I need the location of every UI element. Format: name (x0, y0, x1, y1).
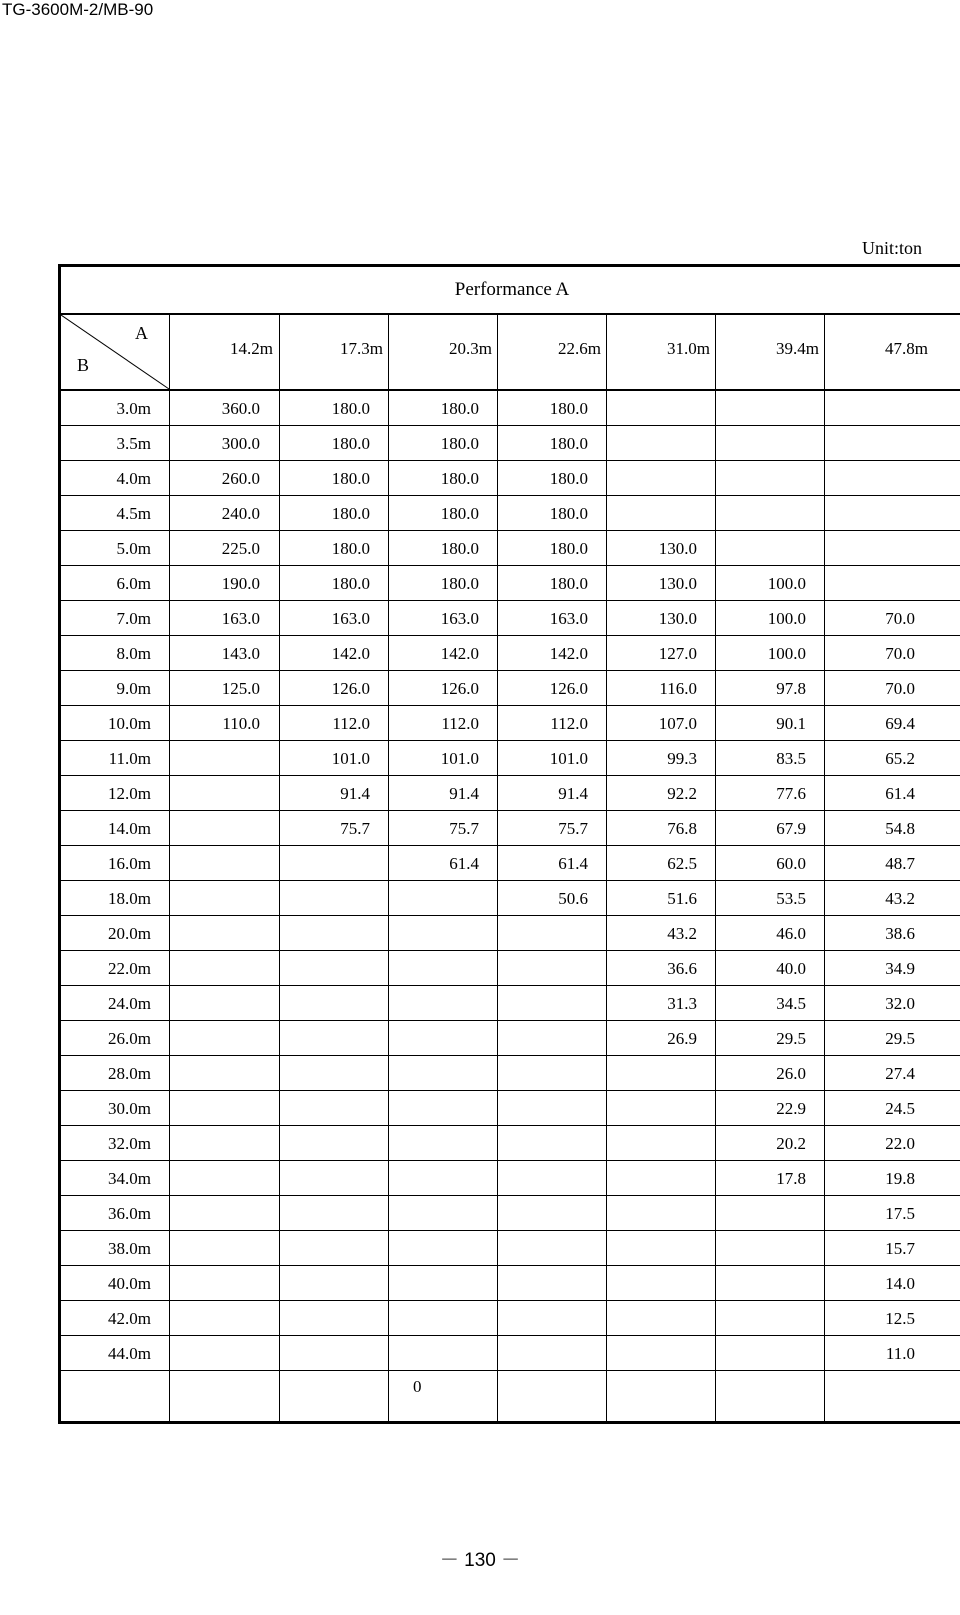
row-label: 5.0m (116, 539, 151, 558)
table-cell: 14.0 (885, 1274, 915, 1293)
table-cell: 24.5 (885, 1099, 915, 1118)
table-cell: 126.0 (440, 679, 479, 698)
column-header: 39.4m (776, 339, 819, 358)
row-label: 24.0m (108, 994, 151, 1013)
table-cell: 91.4 (558, 784, 588, 803)
row-label: 12.0m (108, 784, 151, 803)
table-row (61, 1091, 960, 1126)
table-cell: 142.0 (549, 644, 588, 663)
table-cell: 180.0 (440, 399, 479, 418)
row-label: 44.0m (108, 1344, 151, 1363)
row-label: 28.0m (108, 1064, 151, 1083)
table-cell: 300.0 (221, 434, 260, 453)
row-label: 6.0m (116, 574, 151, 593)
table-cell: 130.0 (658, 539, 697, 558)
table-cell: 180.0 (440, 574, 479, 593)
table-row (61, 1021, 960, 1056)
column-header: 31.0m (667, 339, 710, 358)
table-cell: 17.5 (885, 1204, 915, 1223)
table-cell: 11.0 (885, 1344, 915, 1363)
table-cell: 190.0 (221, 574, 260, 593)
table-row (61, 706, 960, 741)
row-label: 16.0m (108, 854, 151, 873)
table-cell: 34.9 (885, 959, 915, 978)
table-cell: 29.5 (776, 1029, 806, 1048)
table-cell: 180.0 (549, 399, 588, 418)
table-cell: 107.0 (658, 714, 697, 733)
table-cell: 97.8 (776, 679, 806, 698)
row-label: 4.5m (116, 504, 151, 523)
table-row (61, 461, 960, 496)
table-cell: 75.7 (558, 819, 588, 838)
table-cell: 65.2 (885, 749, 915, 768)
table-cell: 116.0 (659, 679, 697, 698)
column-header: 14.2m (230, 339, 273, 358)
table-cell: 38.6 (885, 924, 915, 943)
corner-label-a: A (135, 323, 148, 343)
table-cell: 76.8 (667, 819, 697, 838)
table-cell: 22.0 (885, 1134, 915, 1153)
table-cell: 92.2 (667, 784, 697, 803)
table-cell: 225.0 (221, 539, 260, 558)
table-cell: 101.0 (549, 749, 588, 768)
table-row (61, 916, 960, 951)
table-cell: 163.0 (221, 609, 260, 628)
table-row (61, 951, 960, 986)
table-cell: 180.0 (440, 469, 479, 488)
table-cell: 100.0 (767, 644, 806, 663)
table-cell: 61.4 (449, 854, 479, 873)
table-cell: 36.6 (667, 959, 697, 978)
table-cell: 43.2 (885, 889, 915, 908)
table-header-row (61, 315, 960, 391)
table-cell: 43.2 (667, 924, 697, 943)
table-cell: 32.0 (885, 994, 915, 1013)
table-cell: 180.0 (549, 574, 588, 593)
table-row (61, 1266, 960, 1301)
table-cell: 91.4 (449, 784, 479, 803)
document-header: TG-3600M-2/MB-90 (2, 0, 154, 19)
table-cell: 180.0 (331, 574, 370, 593)
table-row (61, 811, 960, 846)
table-cell: 26.0 (776, 1064, 806, 1083)
table-cell: 60.0 (776, 854, 806, 873)
table-cell: 75.7 (340, 819, 370, 838)
table-cell: 26.9 (667, 1029, 697, 1048)
table-cell: 240.0 (221, 504, 260, 523)
table-cell: 142.0 (440, 644, 479, 663)
row-label: 3.5m (116, 434, 151, 453)
table-cell: 29.5 (885, 1029, 915, 1048)
table-cell: 62.5 (667, 854, 697, 873)
table-row (61, 1301, 960, 1336)
table-cell: 40.0 (776, 959, 806, 978)
table-cell: 130.0 (658, 574, 697, 593)
table-cell: 48.7 (885, 854, 915, 873)
table-cell: 70.0 (885, 679, 915, 698)
table-cell: 99.3 (667, 749, 697, 768)
table-cell: 163.0 (549, 609, 588, 628)
row-label: 4.0m (116, 469, 151, 488)
table-cell: 163.0 (331, 609, 370, 628)
table-cell: 101.0 (331, 749, 370, 768)
table-cell: 180.0 (549, 469, 588, 488)
table-cell: 54.8 (885, 819, 915, 838)
table-row (61, 881, 960, 916)
table-cell: 112.0 (550, 714, 588, 733)
table-cell: 69.4 (885, 714, 915, 733)
table-cell: 180.0 (549, 504, 588, 523)
table-cell: 20.2 (776, 1134, 806, 1153)
row-label: 36.0m (108, 1204, 151, 1223)
table-row (61, 1196, 960, 1231)
table-cell: 125.0 (221, 679, 260, 698)
table-cell: 77.6 (776, 784, 806, 803)
page-number: － 130 － (439, 1550, 521, 1571)
table-cell: 112.0 (441, 714, 479, 733)
table-row (61, 1231, 960, 1266)
row-label: 8.0m (116, 644, 151, 663)
table-cell: 143.0 (221, 644, 260, 663)
row-label: 34.0m (108, 1169, 151, 1188)
table-cell: 142.0 (331, 644, 370, 663)
row-label: 18.0m (108, 889, 151, 908)
row-label: 42.0m (108, 1309, 151, 1328)
table-cell: 110.0 (222, 714, 260, 733)
table-cell: 90.1 (776, 714, 806, 733)
table-cell: 61.4 (558, 854, 588, 873)
table-cell: 91.4 (340, 784, 370, 803)
table-row (61, 671, 960, 706)
unit-label: Unit:ton (862, 238, 923, 258)
row-label: 32.0m (108, 1134, 151, 1153)
table-cell: 22.9 (776, 1099, 806, 1118)
table-cell: 53.5 (776, 889, 806, 908)
table-row (61, 986, 960, 1021)
column-header: 17.3m (340, 339, 383, 358)
table-cell: 180.0 (549, 434, 588, 453)
table-cell: 127.0 (658, 644, 697, 663)
table-cell: 19.8 (885, 1169, 915, 1188)
table-cell: 51.6 (667, 889, 697, 908)
table-cell: 130.0 (658, 609, 697, 628)
column-header: 20.3m (449, 339, 492, 358)
table-cell: 260.0 (221, 469, 260, 488)
row-label: 30.0m (108, 1099, 151, 1118)
table-row (61, 601, 960, 636)
table-cell: 180.0 (331, 539, 370, 558)
row-label: 38.0m (108, 1239, 151, 1258)
table-cell: 34.5 (776, 994, 806, 1013)
row-label: 26.0m (108, 1029, 151, 1048)
column-header: 47.8m (885, 339, 928, 358)
table-row (61, 846, 960, 881)
table-footer-row (61, 1355, 960, 1424)
table-title-row (61, 267, 960, 315)
performance-table (58, 264, 960, 1424)
table-row (61, 741, 960, 776)
table-cell: 50.6 (558, 889, 588, 908)
table-cell: 180.0 (440, 539, 479, 558)
table-row (61, 636, 960, 671)
table-row (61, 391, 960, 426)
row-label: 14.0m (108, 819, 151, 838)
row-label: 20.0m (108, 924, 151, 943)
table-cell: 17.8 (776, 1169, 806, 1188)
table-cell: 126.0 (549, 679, 588, 698)
row-label: 40.0m (108, 1274, 151, 1293)
table-cell: 100.0 (767, 574, 806, 593)
table-cell: 46.0 (776, 924, 806, 943)
table-row (61, 566, 960, 601)
row-label: 7.0m (116, 609, 151, 628)
table-cell: 61.4 (885, 784, 915, 803)
table-cell: 70.0 (885, 644, 915, 663)
row-label: 11.0m (108, 749, 151, 768)
table-cell: 180.0 (331, 504, 370, 523)
table-cell: 180.0 (549, 539, 588, 558)
table-cell: 180.0 (331, 469, 370, 488)
table-row (61, 531, 960, 566)
table-title: Performance A (454, 279, 570, 300)
table-row (61, 1161, 960, 1196)
table-cell: 180.0 (440, 504, 479, 523)
table-cell: 180.0 (440, 434, 479, 453)
row-label: 9.0m (116, 679, 151, 698)
table-cell: 180.0 (331, 434, 370, 453)
table-cell: 360.0 (221, 399, 260, 418)
row-label: 22.0m (108, 959, 151, 978)
footer-value: 0 (413, 1377, 422, 1396)
row-label: 10.0m (108, 714, 151, 733)
table-cell: 67.9 (776, 819, 806, 838)
corner-diagonal (61, 315, 171, 391)
table-cell: 101.0 (440, 749, 479, 768)
table-cell: 75.7 (449, 819, 479, 838)
table-cell: 83.5 (776, 749, 806, 768)
table-row (61, 776, 960, 811)
table-row (61, 496, 960, 531)
table-cell: 27.4 (885, 1064, 915, 1083)
table-cell: 126.0 (331, 679, 370, 698)
table-row (61, 426, 960, 461)
table-cell: 112.0 (332, 714, 370, 733)
row-label: 3.0m (116, 399, 151, 418)
table-cell: 12.5 (885, 1309, 915, 1328)
corner-label-b: B (77, 355, 90, 375)
table-row (61, 1056, 960, 1091)
table-cell: 15.7 (885, 1239, 915, 1258)
table-cell: 180.0 (331, 399, 370, 418)
table-cell: 100.0 (767, 609, 806, 628)
table-cell: 163.0 (440, 609, 479, 628)
table-cell: 31.3 (667, 994, 697, 1013)
table-cell: 70.0 (885, 609, 915, 628)
table-row (61, 1126, 960, 1161)
column-header: 22.6m (558, 339, 601, 358)
